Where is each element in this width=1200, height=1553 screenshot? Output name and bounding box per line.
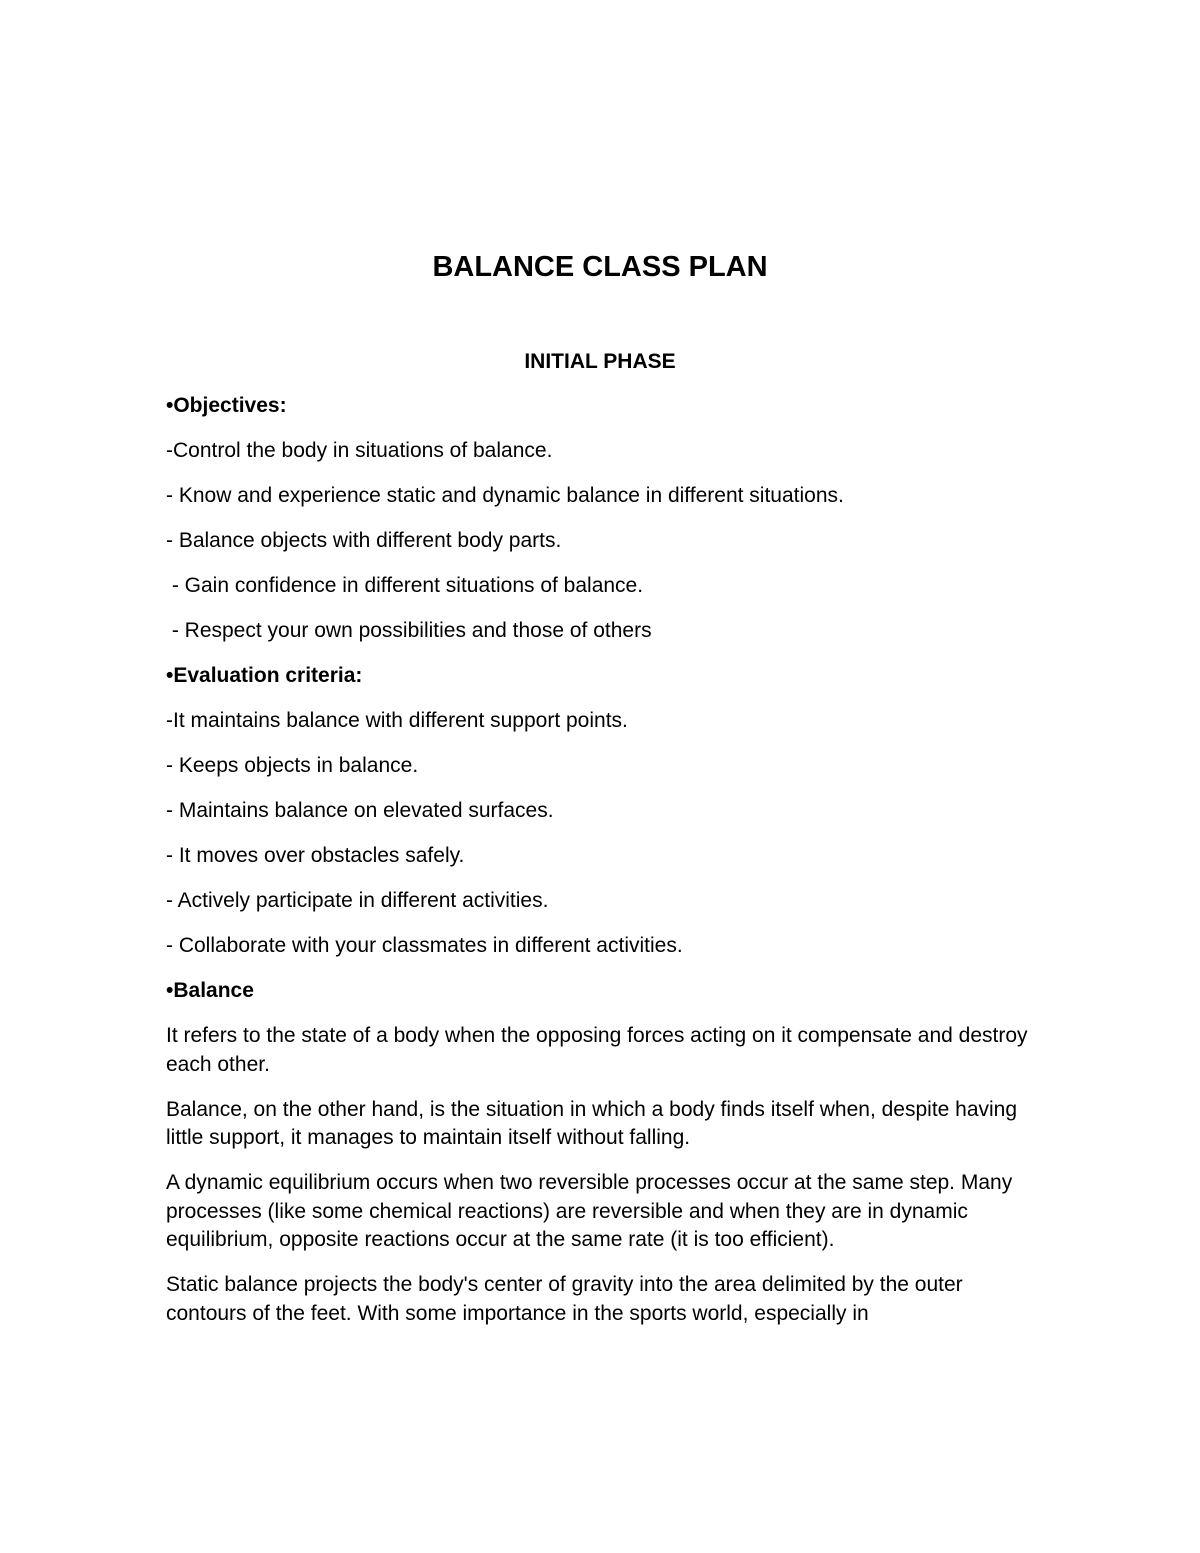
balance-paragraph: Balance, on the other hand, is the situation in which a body finds itself when, despite having little support, it manages to maintain itself without falling. [166, 1097, 1018, 1149]
balance-paragraph: A dynamic equilibrium occurs when two reversible processes occur at the same step. Many processes (like some chemical reactions) are reversible and when they are in dynamic equilibrium, opposite reactions occur at the same rate (it is too efficient). [166, 1171, 1013, 1251]
balance-paragraph: It refers to the state of a body when the opposing forces acting on it compensate and destroy each other. [166, 1024, 1028, 1076]
evaluation-item: -It maintains balance with different support points. [166, 709, 628, 732]
phase-title: INITIAL PHASE [524, 350, 676, 373]
objectives-heading: •Objectives: [166, 394, 287, 417]
evaluation-item: - Collaborate with your classmates in different activities. [166, 934, 683, 957]
balance-heading: •Balance [166, 979, 254, 1002]
evaluation-item: - It moves over obstacles safely. [166, 844, 465, 867]
objective-item: - Gain confidence in different situations of balance. [166, 574, 644, 597]
balance-paragraph: Static balance projects the body's center of gravity into the area delimited by the outer contours of the feet. With some importance in the sports world, especially in [166, 1273, 963, 1325]
evaluation-item: - Keeps objects in balance. [166, 754, 419, 777]
evaluation-item: - Actively participate in different activities. [166, 889, 549, 912]
objective-item: - Respect your own possibilities and those of others [166, 619, 652, 642]
evaluation-item: - Maintains balance on elevated surfaces. [166, 799, 554, 822]
document-title: BALANCE CLASS PLAN [432, 251, 768, 283]
objective-item: - Know and experience static and dynamic balance in different situations. [166, 484, 844, 507]
document-body [166, 392, 1036, 1345]
objective-item: -Control the body in situations of balance. [166, 439, 553, 462]
objective-item: - Balance objects with different body parts. [166, 529, 562, 552]
evaluation-heading: •Evaluation criteria: [166, 664, 363, 687]
